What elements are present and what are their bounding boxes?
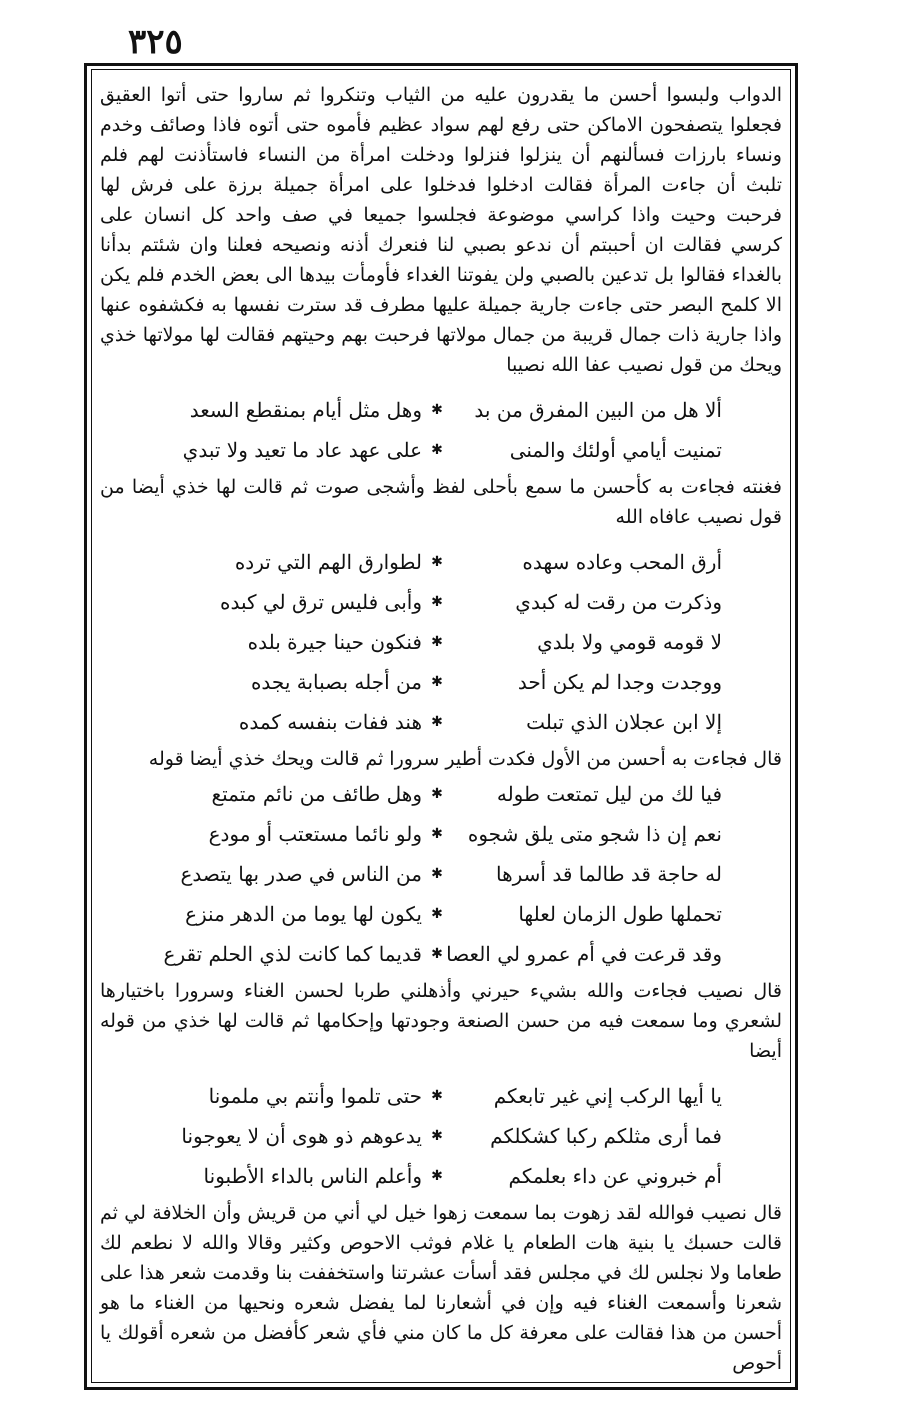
verse-line	[100, 702, 782, 742]
hemistich-separator-star: ✱	[431, 826, 443, 842]
hemistich-separator-star: ✱	[431, 1128, 443, 1144]
verse-first-hemistich: أرق المحب وعاده سهده	[522, 550, 722, 574]
verse-line	[100, 774, 782, 814]
verse-first-hemistich: يا أيها الركب إني غير تابعكم	[493, 1084, 722, 1108]
verse-second-hemistich: وأعلم الناس بالداء الأطبونا	[203, 1164, 422, 1188]
verse-line	[100, 582, 782, 622]
verse-second-hemistich: ولو نائما مستعتب أو مودع	[208, 822, 422, 846]
hemistich-separator-star: ✱	[431, 906, 443, 922]
verse-second-hemistich: قديما كما كانت لذي الحلم تقرع	[163, 942, 422, 966]
verse-first-hemistich: إلا ابن عجلان الذي تبلت	[526, 710, 722, 734]
verse-second-hemistich: وهل طائف من نائم متمتع	[211, 782, 422, 806]
verse-line	[100, 1156, 782, 1196]
verse-line	[100, 814, 782, 854]
page-number: ٣٢٥	[128, 22, 183, 62]
verse-line	[100, 622, 782, 662]
verse-first-hemistich: وذكرت من رقت له كبدي	[515, 590, 722, 614]
poem	[100, 1076, 782, 1196]
verse-second-hemistich: لطوارق الهم التي ترده	[234, 550, 422, 574]
poem	[100, 542, 782, 742]
hemistich-separator-star: ✱	[431, 442, 443, 458]
verse-line	[100, 854, 782, 894]
hemistich-separator-star: ✱	[431, 946, 443, 962]
verse-first-hemistich: فيا لك من ليل تمتعت طوله	[496, 782, 722, 806]
hemistich-separator-star: ✱	[431, 402, 443, 418]
verse-line	[100, 662, 782, 702]
prose-paragraph: فغنته فجاءت به كأحسن ما سمع بأحلى لفظ وأشجى صوت ثم قالت لها خذي أيضا من قول نصيب عافاه الله	[100, 476, 782, 528]
verse-second-hemistich: وهل مثل أيام بمنقطع السعد	[189, 398, 422, 422]
verse-first-hemistich: تحملها طول الزمان لعلها	[518, 902, 722, 926]
verse-line	[100, 1116, 782, 1156]
hemistich-separator-star: ✱	[431, 634, 443, 650]
hemistich-separator-star: ✱	[431, 594, 443, 610]
verse-line	[100, 430, 782, 470]
hemistich-separator-star: ✱	[431, 1088, 443, 1104]
verse-line	[100, 542, 782, 582]
verse-second-hemistich: من أجله بصبابة يجده	[250, 670, 422, 694]
verse-second-hemistich: وأبى فليس ترق لي كبده	[219, 590, 422, 614]
verse-first-hemistich: ألا هل من البين المفرق من بد	[474, 398, 722, 422]
prose-paragraph: قال نصيب فوالله لقد زهوت بما سمعت زهوا خيل لي أني من قريش وأن الخلافة لي ثم قالت حسبك يا بنية هات الطعام يا غلام فوثب الاحوص وكثير وقالا والله لا نطعم لك طعاما ولا نجلس لك في مجلس فقد أسأت عشرتنا واستخففت بنا وقدمت شعر هذا على شعرنا وأسمعت الغناء فيه وإن في أشعارنا لما يفضل شعره ونحيها من الغناء ما هو أحسن من هذا فقالت على معرفة كل ما كان مني فأي شعر كأفضل من شعره أقولك يا أحوص	[100, 1202, 782, 1374]
hemistich-separator-star: ✱	[431, 674, 443, 690]
prose-paragraph: قال فجاءت به أحسن من الأول فكدت أطير سرورا ثم قالت ويحك خذي أيضا قوله	[148, 748, 782, 770]
verse-first-hemistich: ووجدت وجدا لم يكن أحد	[517, 670, 722, 694]
verse-line	[100, 1076, 782, 1116]
verse-second-hemistich: هند ففات بنفسه كمده	[238, 710, 422, 734]
verse-second-hemistich: فنكون حينا جيرة بلده	[247, 630, 422, 654]
verse-first-hemistich: لا قومه قومي ولا بلدي	[537, 630, 722, 654]
hemistich-separator-star: ✱	[431, 866, 443, 882]
verse-second-hemistich: حتى تلموا وأنتم بي ملمونا	[208, 1084, 422, 1108]
verse-first-hemistich: له حاجة قد طالما قد أسرها	[495, 862, 722, 886]
verse-second-hemistich: يدعوهم ذو هوى أن لا يعوجونا	[181, 1124, 422, 1148]
verse-first-hemistich: وقد قرعت في أم عمرو لي العصا	[446, 942, 722, 966]
verse-second-hemistich: من الناس في صدر بها يتصدع	[180, 862, 422, 886]
prose-paragraph: الدواب ولبسوا أحسن ما يقدرون عليه من الثياب وتنكروا ثم ساروا حتى أتوا العقيق فجعلوا يتصفحون الاماكن حتى رفع لهم سواد عظيم فأموه حتى أتوه فاذا وصائف وخدم ونساء بارزات فسألنهم أن ينزلوا فنزلوا ودخلت امرأة من النساء فاستأذنت لهم فلم تلبث أن جاءت المرأة فقالت ادخلوا فدخلوا على امرأة جميلة برزة على فرش لها فرحبت وحيت واذا كراسي موضوعة فجلسوا جميعا في صف واحد كل انسان على كرسي فقالت ان أحببتم أن ندعو بصبي لنا فنعرك أذنه ونصيحه فعلنا وان شئتم بدأنا بالغداء فقالوا بل تدعين بالصبي ولن يفوتنا الغداء فأومأت بيدها الى بعض الخدم فلم يكن الا كلمح البصر حتى جاءت جارية جميلة عليها مطرف قد سترت نفسها به فكشفوه عنها واذا جارية ذات جمال قريبة من جمال مولاتها فرحبت بهم وحيتهم فقالت لها مولاتها خذي ويحك من قول نصيب عفا الله نصيبا	[100, 84, 782, 376]
verse-first-hemistich: فما أرى مثلكم ركبا كشكلكم	[490, 1124, 722, 1148]
hemistich-separator-star: ✱	[431, 554, 443, 570]
prose-paragraph: قال نصيب فجاءت والله بشيء حيرني وأذهلني طربا لحسن الغناء وسرورا باختيارها لشعري وما سمعت فيه من حسن الصنعة وجودتها وإحكامها ثم قالت لها خذي من قوله أيضا	[100, 980, 782, 1062]
verse-second-hemistich: يكون لها يوما من الدهر منزع	[185, 902, 422, 926]
verse-line	[100, 894, 782, 934]
page-body	[100, 80, 782, 1376]
poem	[100, 390, 782, 470]
hemistich-separator-star: ✱	[431, 1168, 443, 1184]
verse-first-hemistich: تمنيت أيامي أولئك والمنى	[509, 438, 722, 462]
hemistich-separator-star: ✱	[431, 786, 443, 802]
verse-first-hemistich: أم خبروني عن داء بعلمكم	[508, 1164, 722, 1188]
verse-line	[100, 934, 782, 974]
verse-line	[100, 390, 782, 430]
verse-second-hemistich: على عهد عاد ما تعيد ولا تبدي	[182, 438, 422, 462]
verse-first-hemistich: نعم إن ذا شجو متى يلق شجوه	[467, 822, 722, 846]
hemistich-separator-star: ✱	[431, 714, 443, 730]
poem	[100, 774, 782, 974]
